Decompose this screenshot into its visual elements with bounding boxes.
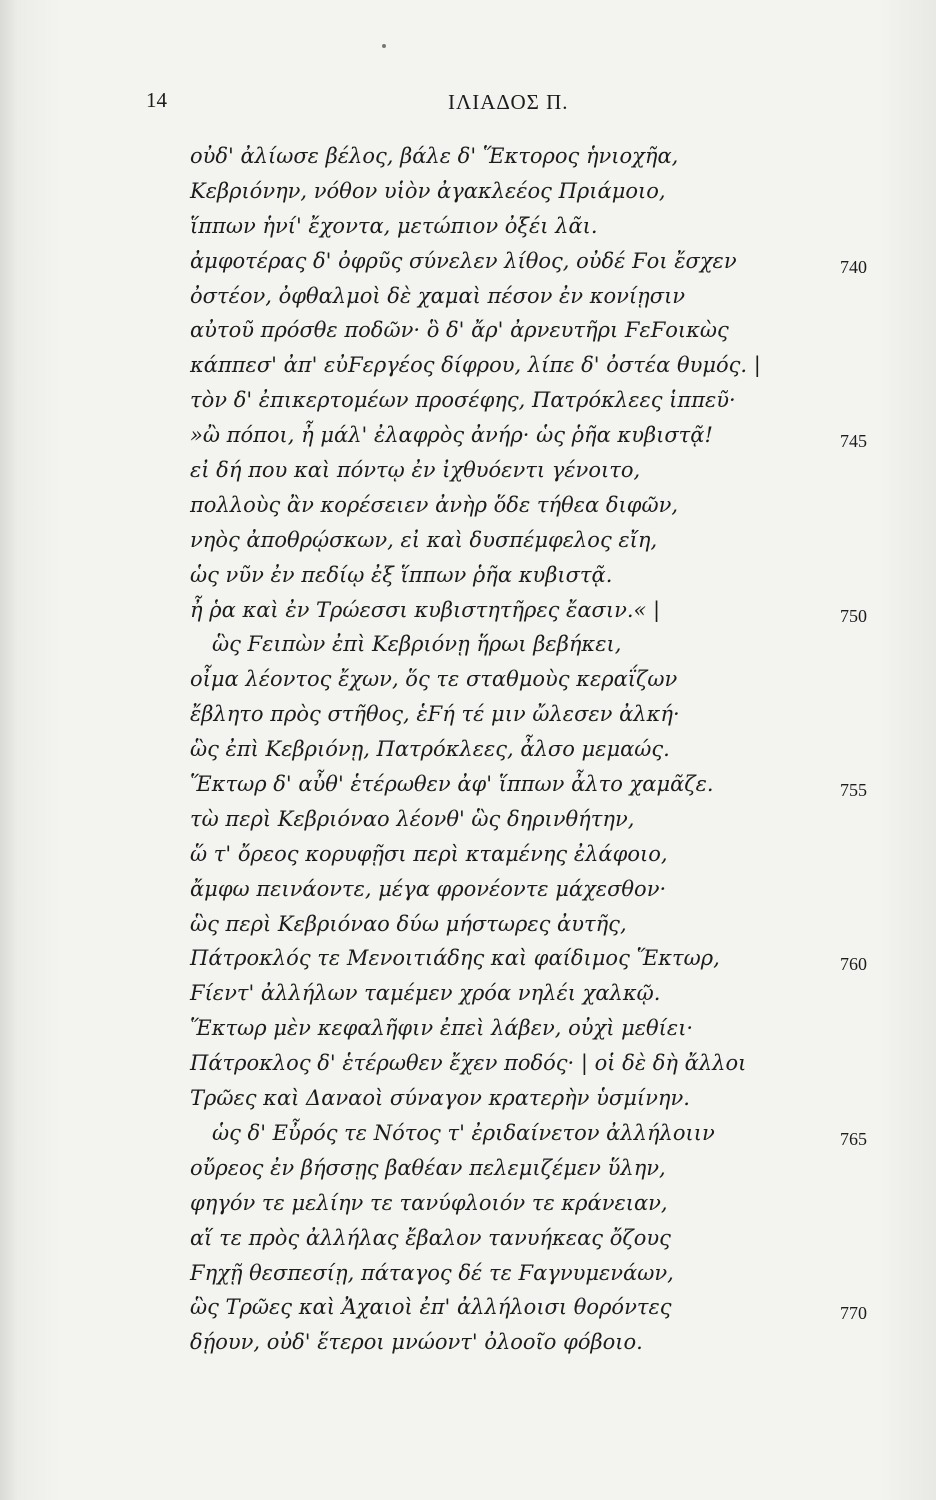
page-number: 14 xyxy=(146,88,167,112)
verse-line xyxy=(0,975,936,1010)
verse-text: ὡς δ' Εὖρός τε Νότος τ' ἐριδαίνετον ἀλλήλοιιν xyxy=(212,1120,715,1145)
verse-line xyxy=(0,661,936,696)
verse-line xyxy=(0,487,936,522)
verse-line xyxy=(0,417,936,452)
verse-text: τὼ περὶ Κεβριόναο λέονθ' ὣς δηρινθήτην, xyxy=(190,806,635,831)
verse-line xyxy=(0,906,936,941)
verse-line xyxy=(0,138,936,173)
line-number: 745 xyxy=(840,431,867,452)
verse-text: τὸν δ' ἐπικερτομέων προσέφης, Πατρόκλεες ἱππεῦ· xyxy=(190,388,736,413)
verse-text: Πάτροκλός τε Μενοιτιάδης καὶ φαίδιμος Ἕκτωρ, xyxy=(190,946,720,971)
verse-line xyxy=(0,592,936,627)
verse-text: ἀμφοτέρας δ' ὀφρῦς σύνελεν λίθος, οὐδέ Ϝοι ἔσχεν xyxy=(190,248,737,273)
verse-text: ἵππων ἡνί' ἔχοντα, μετώπιον ὀξέι λᾶι. xyxy=(190,213,598,238)
line-number: 750 xyxy=(840,605,867,626)
verse-line xyxy=(0,940,936,975)
verse-line xyxy=(0,731,936,766)
verse-line xyxy=(0,522,936,557)
line-number: 770 xyxy=(840,1303,867,1324)
running-title: ΙΛΙΑΔΟΣ Π. xyxy=(448,90,569,114)
verse-line xyxy=(0,278,936,313)
verse-line xyxy=(0,347,936,382)
verse-text: ὡς νῦν ἐν πεδίῳ ἐξ ἵππων ῥῆα κυβιστᾷ. xyxy=(190,562,613,587)
verse-text: Τρῶες καὶ Δαναοὶ σύναγον κρατερὴν ὑσμίνην. xyxy=(190,1086,690,1111)
verse-line xyxy=(0,1115,936,1150)
verse-line xyxy=(0,836,936,871)
verse-line xyxy=(0,801,936,836)
verse-text: ὣς Ϝειπὼν ἐπὶ Κεβριόνῃ ἥρωι βεβήκει, xyxy=(212,632,622,657)
verse-line xyxy=(0,1185,936,1220)
line-number: 740 xyxy=(840,256,867,277)
verse-text: ὥ τ' ὄρεος κορυφῇσι περὶ κταμένης ἐλάφοιο, xyxy=(190,841,668,866)
verse-line xyxy=(0,1010,936,1045)
verse-text: κάππεσ' ἀπ' εὐϜεργέος δίφρου, λίπε δ' ὀστέα θυμός. | xyxy=(190,353,761,378)
verse-line xyxy=(0,1080,936,1115)
verse-text: Ϝίεντ' ἀλλήλων ταμέμεν χρόα νηλέι χαλκῷ. xyxy=(190,981,661,1006)
verse-text: ἄμφω πεινάοντε, μέγα φρονέοντε μάχεσθον· xyxy=(190,876,667,901)
verse-line xyxy=(0,1220,936,1255)
verse-text: ὣς περὶ Κεβριόναο δύω μήστωρες ἀυτῆς, xyxy=(190,911,627,936)
verse-line xyxy=(0,173,936,208)
verse-text: ἦ ῥα καὶ ἐν Τρώεσσι κυβιστητῆρες ἔασιν.« | xyxy=(190,597,661,622)
verse-text: ὀστέον, ὀφθαλμοὶ δὲ χαμαὶ πέσον ἐν κονίῃσιν xyxy=(190,283,686,308)
verse-line xyxy=(0,696,936,731)
verse-line xyxy=(0,1255,936,1290)
verse-text: δῄουν, οὐδ' ἕτεροι μνώοντ' ὀλοοῖο φόβοιο. xyxy=(190,1330,643,1355)
verse-line xyxy=(0,1289,936,1324)
verse-line xyxy=(0,452,936,487)
verse-line xyxy=(0,766,936,801)
verse-text: πολλοὺς ἂν κορέσειεν ἀνὴρ ὅδε τήθεα διφῶν, xyxy=(190,492,679,517)
verse-line xyxy=(0,382,936,417)
verse-text: εἰ δή που καὶ πόντῳ ἐν ἰχθυόεντι γένοιτο, xyxy=(190,458,641,483)
verse-text: οὔρεος ἐν βήσσῃς βαθέαν πελεμιζέμεν ὕλην, xyxy=(190,1155,666,1180)
verse-line xyxy=(0,1324,936,1359)
verse-text: οἶμα λέοντος ἔχων, ὅς τε σταθμοὺς κεραΐζων xyxy=(190,667,678,692)
verse-line xyxy=(0,557,936,592)
verse-text: νηὸς ἀποθρῴσκων, εἰ καὶ δυσπέμφελος εἴη, xyxy=(190,527,658,552)
verse-line xyxy=(0,626,936,661)
verse-text: Κεβριόνην, νόθον υἱὸν ἀγακλεέος Πριάμοιο, xyxy=(190,178,666,203)
verse-text: Ἕκτωρ δ' αὖθ' ἑτέρωθεν ἀφ' ἵππων ἆλτο χαμᾶζε. xyxy=(190,772,714,797)
verse-text: »ὢ πόποι, ἦ μάλ' ἐλαφρὸς ἀνήρ· ὡς ῥῆα κυβιστᾷ! xyxy=(190,423,713,448)
verse-text: αἵ τε πρὸς ἀλλήλας ἔβαλον τανυήκεας ὄζους xyxy=(190,1225,671,1250)
verse-line xyxy=(0,208,936,243)
verse-text: ὣς ἐπὶ Κεβριόνῃ, Πατρόκλεες, ἆλσο μεμαώς. xyxy=(190,737,670,762)
line-number: 765 xyxy=(840,1128,867,1149)
verse-line xyxy=(0,1045,936,1080)
verse-block xyxy=(0,138,936,1359)
verse-text: φηγόν τε μελίην τε τανύφλοιόν τε κράνειαν, xyxy=(190,1190,668,1215)
ink-speck xyxy=(382,44,386,48)
verse-line xyxy=(0,871,936,906)
verse-line xyxy=(0,1150,936,1185)
verse-text: Ἕκτωρ μὲν κεφαλῆφιν ἐπεὶ λάβεν, οὐχὶ μεθίει· xyxy=(190,1016,694,1041)
verse-line xyxy=(0,312,936,347)
verse-text: ὣς Τρῶες καὶ Ἀχαιοὶ ἐπ' ἀλλήλοισι θορόντες xyxy=(190,1295,672,1320)
verse-line xyxy=(0,243,936,278)
verse-text: Ϝηχῇ θεσπεσίῃ, πάταγος δέ τε Ϝαγνυμενάων, xyxy=(190,1260,674,1285)
verse-text: ἔβλητο πρὸς στῆθος, ἑϜή τέ μιν ὤλεσεν ἀλκή· xyxy=(190,702,680,727)
verse-text: οὐδ' ἀλίωσε βέλος, βάλε δ' Ἕκτορος ἡνιοχῆα, xyxy=(190,144,679,168)
verse-text: αὐτοῦ πρόσθε ποδῶν· ὃ δ' ἄρ' ἀρνευτῆρι ϜεϜοικὼς xyxy=(190,318,729,343)
line-number: 760 xyxy=(840,954,867,975)
line-number: 755 xyxy=(840,780,867,801)
verse-text: Πάτροκλος δ' ἑτέρωθεν ἔχεν ποδός· | οἱ δὲ δὴ ἄλλοι xyxy=(190,1051,747,1076)
